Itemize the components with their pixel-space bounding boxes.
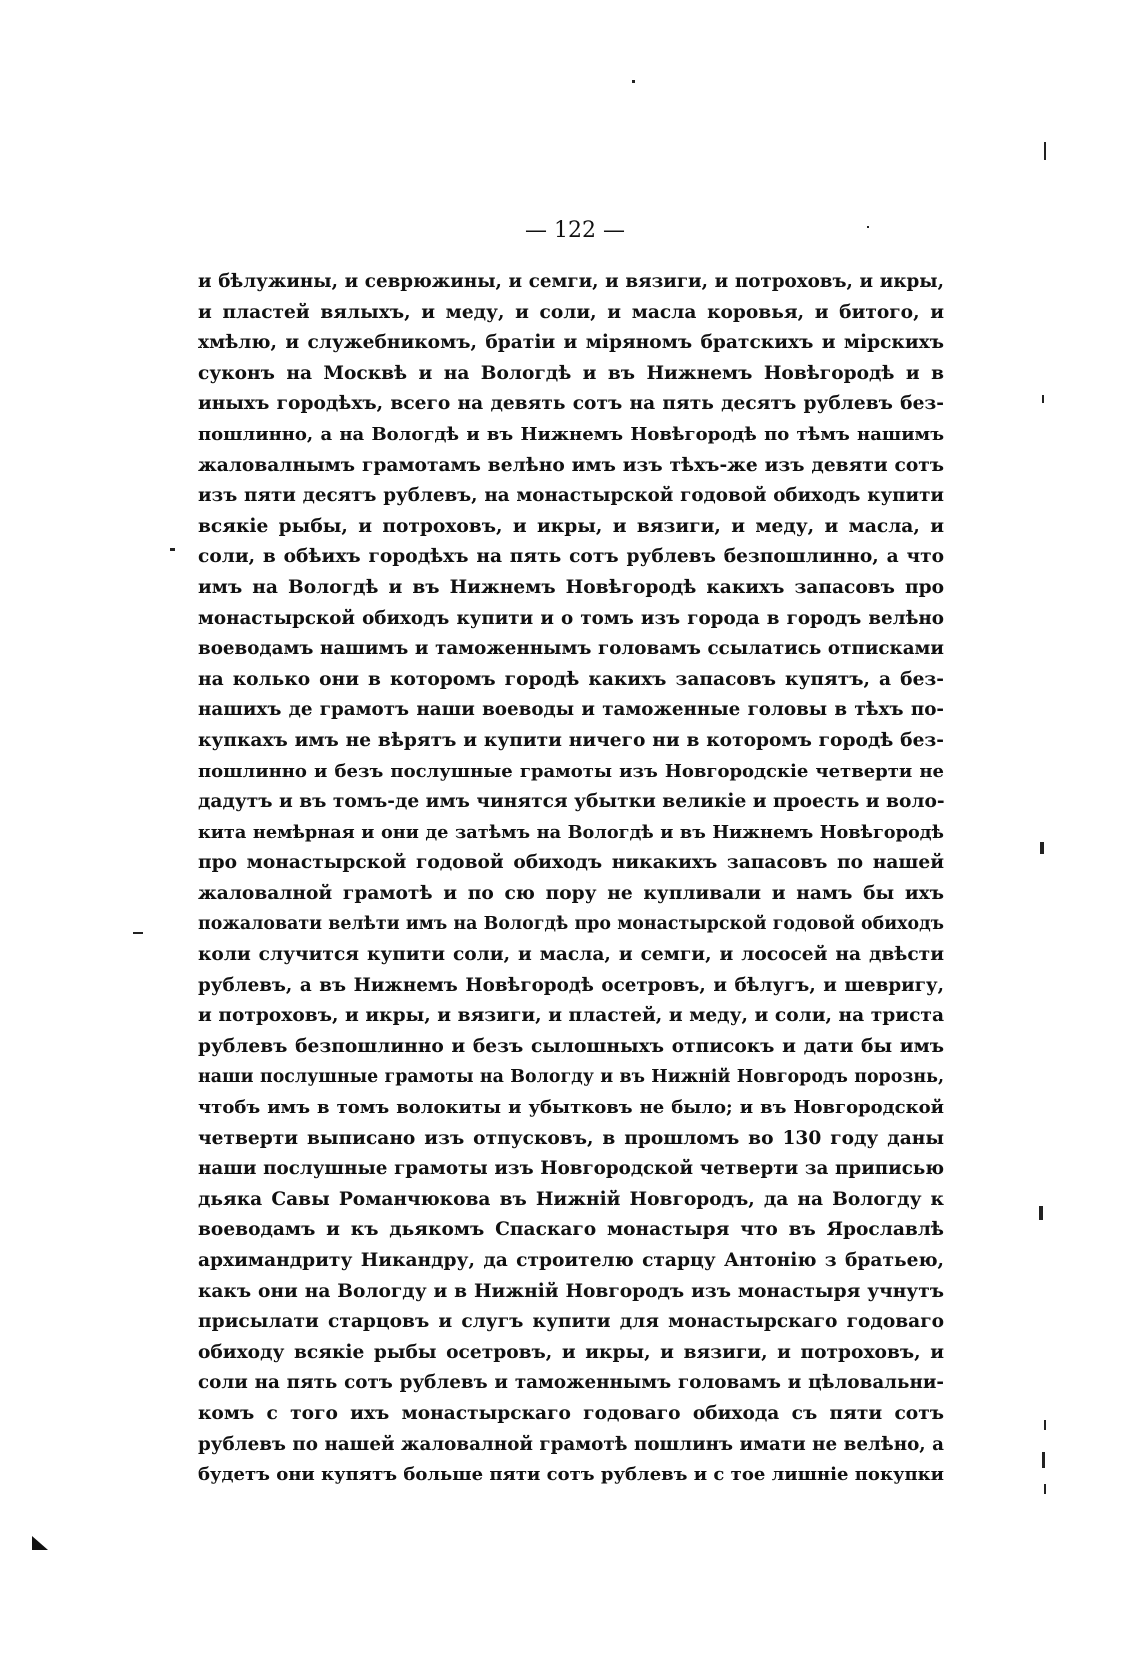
text-line: чтобъ имъ в томъ волокиты и убытковъ не было; и въ Новгородской xyxy=(198,1097,944,1119)
text-line: про монастырской годовой обиходъ никакихъ запасовъ по нашей xyxy=(198,852,944,874)
text-line: купкахъ имъ не вѣрятъ и купити ничего ни в которомъ городѣ без- xyxy=(198,729,944,751)
text-line: жаловалнымъ грамотамъ велѣно имъ изъ тѣхъ-же изъ девяти сотъ xyxy=(198,454,944,476)
scan-edge-mark xyxy=(1040,842,1044,854)
text-line: иныхъ городѣхъ, всего на девять сотъ на пять десятъ рублевъ без- xyxy=(198,393,944,415)
scan-speck xyxy=(632,80,635,83)
text-line: нашихъ де грамотъ наши воеводы и таможенные головы в тѣхъ по- xyxy=(198,699,944,721)
text-line: пожаловати велѣти имъ на Вологдѣ про монастырской годовой обиходъ xyxy=(198,914,944,935)
scan-speck xyxy=(867,226,869,228)
text-line: воеводамъ и къ дьякомъ Спаскаго монастыря что въ Ярославлѣ xyxy=(198,1219,944,1241)
text-line: имъ на Вологдѣ и въ Нижнемъ Новѣгородѣ какихъ запасовъ про xyxy=(198,576,944,598)
text-line: всякіе рыбы, и потроховъ, и икры, и вязиги, и меду, и масла, и xyxy=(198,515,944,537)
text-line: и бѣлужины, и севрюжины, и семги, и вязиги, и потроховъ, и икры, xyxy=(198,271,944,292)
body-text xyxy=(198,267,944,1491)
text-line: какъ они на Вологду и в Нижній Новгородъ изъ монастыря учнутъ xyxy=(198,1280,944,1302)
text-line: соли, в обѣихъ городѣхъ на пять сотъ рублевъ безпошлинно, а что xyxy=(198,546,944,568)
text-line: будетъ они купятъ больше пяти сотъ рублевъ и с тое лишніе покупки xyxy=(198,1464,944,1486)
text-line: воеводамъ нашимъ и таможеннымъ головамъ ссылатись отписками xyxy=(198,638,944,660)
text-line: хмѣлю, и служебникомъ, братіи и міряномъ братскихъ и мірскихъ xyxy=(198,332,944,354)
text-line: обиходу всякіе рыбы осетровъ, и икры, и вязиги, и потроховъ, и xyxy=(198,1341,944,1363)
text-line: наши послушные грамоты изъ Новгородской четверти за приписью xyxy=(198,1158,944,1180)
text-line: и пластей вялыхъ, и меду, и соли, и масла коровья, и битого, и xyxy=(198,301,944,323)
scan-corner-mark xyxy=(32,1536,48,1550)
text-line: наши послушные грамоты на Вологду и въ Нижній Новгородъ порознь, xyxy=(198,1067,944,1088)
scan-speck xyxy=(170,548,175,551)
text-line: кита немѣрная и они де затѣмъ на Вологдѣ и въ Нижнемъ Новѣгородѣ xyxy=(198,821,944,843)
text-line: на колько они в которомъ городѣ какихъ запасовъ купятъ, а без- xyxy=(198,668,944,690)
text-line: пошлинно, а на Вологдѣ и въ Нижнемъ Новѣгородѣ по тѣмъ нашимъ xyxy=(198,423,944,445)
text-line: соли на пять сотъ рублевъ и таможеннымъ головамъ и цѣловальни- xyxy=(198,1372,944,1394)
text-line: коли случится купити соли, и масла, и семги, и лососей на двѣсти xyxy=(198,944,944,966)
text-line: присылати старцовъ и слугъ купити для монастырскаго годоваго xyxy=(198,1311,944,1333)
text-line: дьяка Савы Романчюкова въ Нижній Новгородъ, да на Вологду к xyxy=(198,1188,944,1210)
text-line: жаловалной грамотѣ и по сю пору не купливали и намъ бы ихъ xyxy=(198,882,944,904)
scan-edge-mark xyxy=(1044,1420,1046,1430)
text-line: монастырской обиходъ купити и о томъ изъ города в городъ велѣно xyxy=(198,607,944,629)
text-line: суконъ на Москвѣ и на Вологдѣ и въ Нижнемъ Новѣгородѣ и в xyxy=(198,362,944,384)
text-line: архимандриту Никандру, да строителю старцу Антонію з братьею, xyxy=(198,1250,944,1271)
page-number: — 122 — xyxy=(525,218,625,243)
text-line: рублевъ безпошлинно и безъ сылошныхъ отписокъ и дати бы имъ xyxy=(198,1035,944,1057)
scan-edge-mark xyxy=(1044,142,1046,160)
scan-edge-mark xyxy=(1042,1452,1045,1468)
text-line: дадутъ и въ томъ-де имъ чинятся убытки великіе и проесть и воло- xyxy=(198,791,945,813)
text-line: пошлинно и безъ послушные грамоты изъ Новгородскіе четверти не xyxy=(198,760,944,782)
text-line: рублевъ, а въ Нижнемъ Новѣгородѣ осетровъ, и бѣлугъ, и шевригу, xyxy=(198,974,944,996)
text-line: комъ с того ихъ монастырскаго годоваго обихода съ пяти сотъ xyxy=(198,1402,944,1424)
text-line: четверти выписано изъ отпусковъ, в прошломъ во 130 году даны xyxy=(198,1127,944,1149)
scan-edge-mark xyxy=(1044,1484,1046,1494)
scan-edge-mark xyxy=(1039,1206,1043,1220)
text-line: изъ пяти десятъ рублевъ, на монастырской годовой обиходъ купити xyxy=(198,485,944,507)
scan-edge-mark xyxy=(1042,395,1044,403)
scan-speck xyxy=(133,932,143,934)
text-line: и потроховъ, и икры, и вязиги, и пластей, и меду, и соли, на триста xyxy=(198,1005,944,1027)
text-line: рублевъ по нашей жаловалной грамотѣ пошлинъ имати не велѣно, а xyxy=(198,1433,944,1455)
